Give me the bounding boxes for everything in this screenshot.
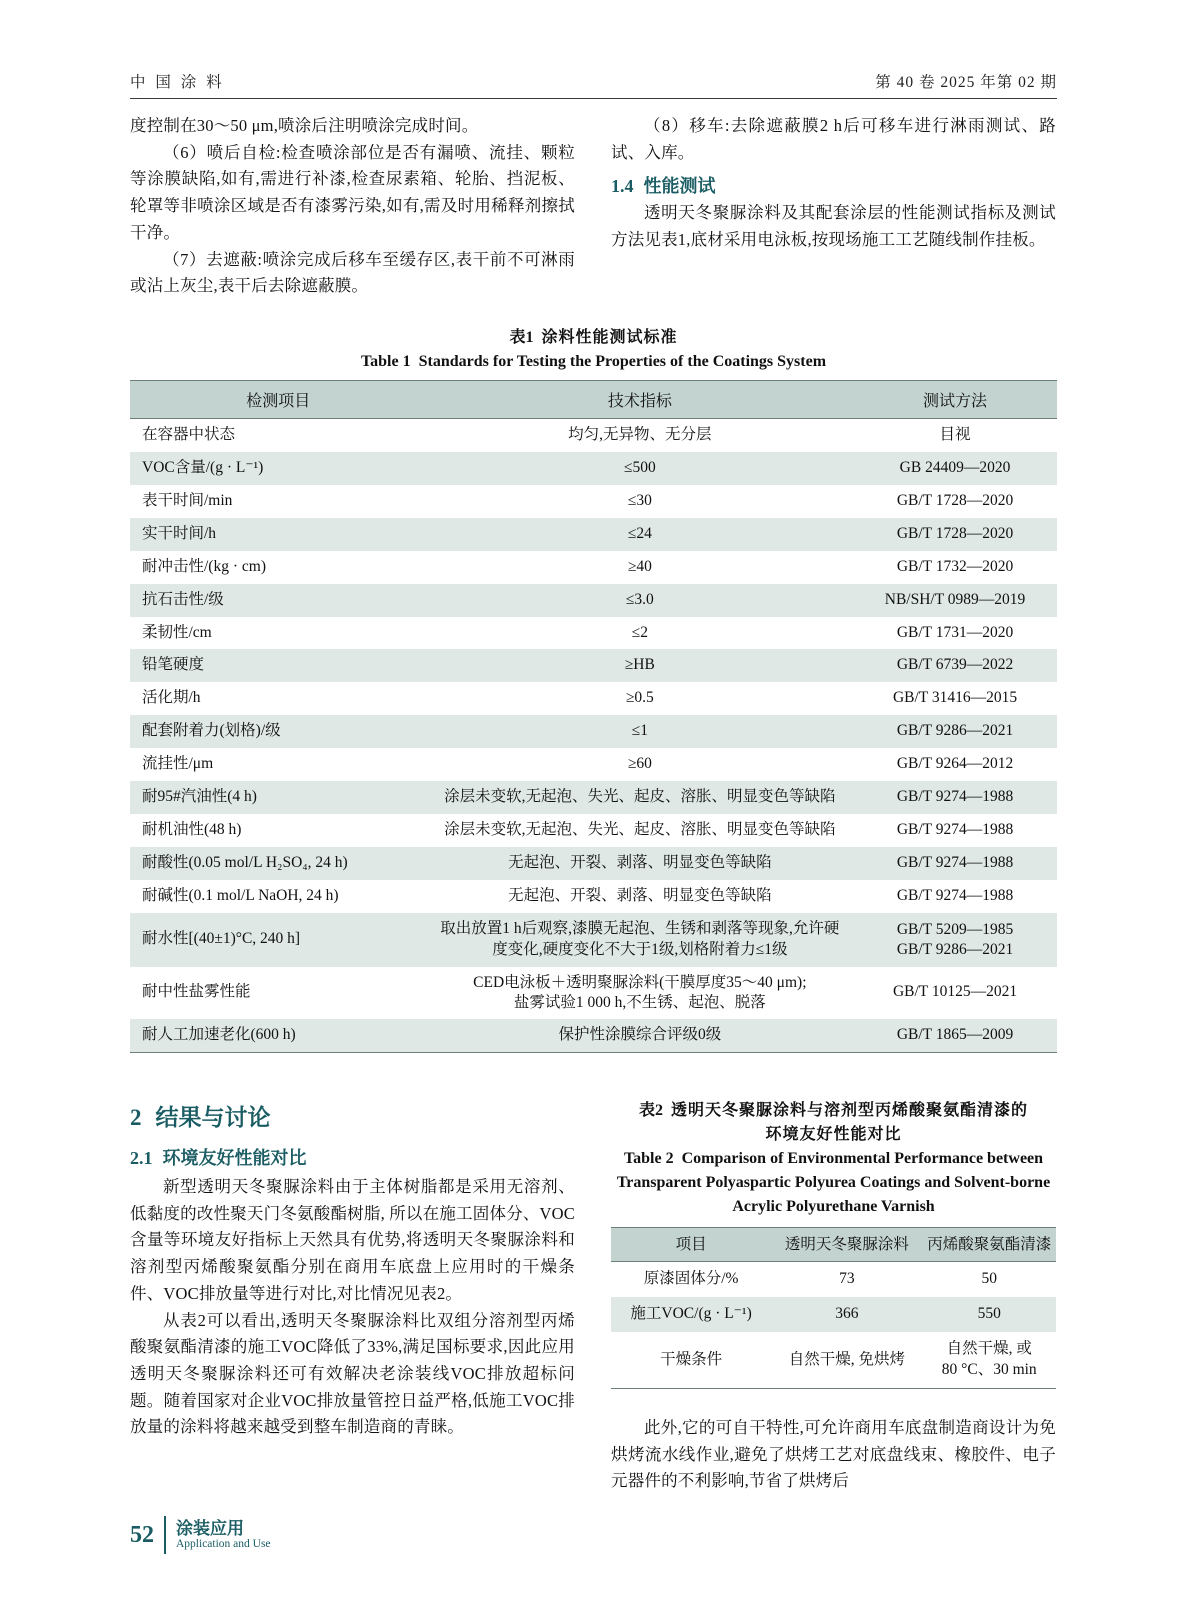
table1-cell-item: 耐冲击性/(kg · cm) [142,557,266,575]
table2-cell-item: 干燥条件 [611,1332,771,1388]
table-row [130,967,1057,1019]
table1-cell-spec: ≥HB [427,649,853,682]
results-para-1: 新型透明天冬聚脲涂料由于主体树脂都是采用无溶剂、低黏度的改性聚天门冬氨酸酯树脂, 所以在施工固体分、VOC含量等环境友好指标上天然具有优势,将透明天冬聚脲涂料和溶剂型丙烯酸聚氨酯分别在商用车底盘上应用时的干燥条件、VOC排放量等进行对比,对比情况见表2。 [130,1176,575,1303]
footer-label-cn: 涂装应用 [176,1518,244,1538]
table-row [130,649,1057,682]
table1-cell-spec: ≥60 [627,755,652,773]
table1-cell-item: 耐酸性(0.05 mol/L H₂SO₄, 24 h) [130,847,427,880]
table1-caption-cn: 涂料性能测试标准 [541,329,678,347]
table1-col-spec: 技术指标 [427,381,853,419]
subsection-heading-2-1 [130,1144,575,1170]
table1-cell-method: NB/SH/T 0989—2019 [853,584,1057,617]
table1-cell-method: GB/T 1728—2020 [853,518,1057,551]
table1-cell-method: GB 24409—2020 [853,452,1057,485]
table-row [130,584,1057,617]
table1-cell-spec: 保护性涂膜综合评级0级 [427,1019,853,1052]
table2-header-row [611,1227,1056,1261]
table-row [130,682,1057,715]
table2-cell-polyurea: 366 [771,1297,922,1332]
page-footer [130,1516,271,1554]
table2-caption-en: Comparison of Environmental Performance between Transparent Polyaspartic Polyurea Coatings and Solvent-borne Acrylic Polyurethane Varnish [616,1149,1051,1215]
table1-cell-item: 耐机油性(48 h) [142,821,242,839]
table1-cell-method: GB/T 9264—2012 [896,755,1014,773]
table1-cell-spec: 涂层未变软,无起泡、失光、起皮、溶胀、明显变色等缺陷 [427,781,853,814]
right-column [611,113,1056,300]
table1-cell-item: 抗石击性/级 [130,584,427,617]
table1-cell-spec: ≤1 [427,715,853,748]
table1-cell-spec: 无起泡、开裂、剥落、明显变色等缺陷 [508,886,772,904]
table1-cell-spec: ≤2 [631,623,648,641]
table1-cell-item: 铅笔硬度 [130,649,427,682]
table1-cell-method: GB/T 31416—2015 [892,689,1018,707]
table-row [130,880,1057,913]
table2-cell-acrylic: 自然干燥, 或 80 °C、30 min [922,1332,1056,1388]
table-row [611,1297,1056,1332]
table1-cell-spec: ≤24 [427,518,853,551]
table1-caption [130,326,1057,374]
left-para-3: （7）去遮蔽:喷涂完成后移车至缓存区,表干前不可淋雨或沾上灰尘,表干后去除遮蔽膜。 [130,249,575,296]
results-para-2: 从表2可以看出,透明天冬聚脲涂料比双组分溶剂型丙烯酸聚氨酯清漆的施工VOC降低了33%,满足国标要求,因此应用透明天冬聚脲涂料还可有效解决老涂装线VOC排放超标问题。随着国家对企业VOC排放量管控日益严格,低施工VOC排放量的涂料将越来越受到整车制造商的青睐。 [130,1310,575,1437]
table1-cell-item: 耐人工加速老化(600 h) [130,1019,427,1052]
table1-caption-cn-label: 表1 [509,329,534,347]
table1-cell-method: GB/T 1732—2020 [896,557,1014,575]
left-para-2: （6）喷后自检:检查喷涂部位是否有漏喷、流挂、颗粒等涂膜缺陷,如有,需进行补漆,检查尿素箱、轮胎、挡泥板、轮罩等非喷涂区域是否有漆雾污染,如有,需及时用稀释剂擦拭干净。 [130,142,575,242]
table-row [130,1019,1057,1052]
table2-cell-acrylic: 550 [922,1297,1056,1332]
table1-header-row [130,381,1057,419]
table1-cell-spec: ≥0.5 [625,689,654,707]
issue-info: 第 40 卷 2025 年第 02 期 [875,74,1057,91]
table1-cell-method: GB/T 10125—2021 [892,983,1018,1001]
table1-cell-item: 实干时间/h [130,518,427,551]
table1-cell-item: 耐中性盐雾性能 [142,983,251,1001]
subsection-title: 环境友好性能对比 [162,1147,307,1168]
table2-caption-cn-label: 表2 [638,1101,663,1119]
left-para-1: 度控制在30～50 μm,喷涂后注明喷涂完成时间。 [130,116,479,135]
lower-columns [130,1099,1057,1495]
table-row [130,847,1057,880]
table-row [130,913,1057,967]
table1-cell-method: GB/T 9274—1988 [896,821,1014,839]
table1-cell-method: GB/T 9286—2021 [853,715,1057,748]
table1-cell-method: GB/T 6739—2022 [853,649,1057,682]
table-row [130,617,1057,650]
table1-cell-item: 活化期/h [142,689,201,707]
table1-cell-method: GB/T 9274—1988 [853,847,1057,880]
table1-cell-method: 目视 [939,426,971,444]
table1-cell-method: GB/T 1731—2020 [896,623,1014,641]
top-columns [130,113,1057,300]
table1-cell-item: VOC含量/(g · L⁻¹) [130,452,427,485]
table1 [130,380,1057,1053]
table2-col-polyurea: 透明天冬聚脲涂料 [771,1227,922,1261]
footer-label-en: Application and Use [176,1538,271,1551]
table2-cell-item: 原漆固体分/% [643,1270,739,1288]
page-number: 52 [130,1521,154,1548]
table2-cell-item: 施工VOC/(g · L⁻¹) [611,1297,771,1332]
table-row [611,1332,1056,1388]
results-column [130,1099,575,1495]
table1-cell-spec: 取出放置1 h后观察,漆膜无起泡、生锈和剥落等现象,允许硬度变化,硬度变化不大于1级,划格附着力≤1级 [427,913,853,967]
table2-col-item: 项目 [611,1227,771,1261]
table2-caption-cn: 透明天冬聚脲涂料与溶剂型丙烯酸聚氨酯清漆的 环境友好性能对比 [671,1101,1029,1143]
table2-caption-en-label: Table 2 [623,1149,674,1167]
table-row [130,814,1057,847]
journal-title: 中 国 涂 料 [130,74,225,91]
left-column [130,113,575,300]
table-row [130,485,1057,518]
table2-caption [611,1099,1056,1219]
table1-cell-spec: 涂层未变软,无起泡、失光、起皮、溶胀、明显变色等缺陷 [444,821,836,839]
table1-cell-spec: CED电泳板＋透明聚脲涂料(干膜厚度35～40 μm); 盐雾试验1 000 h,不生锈、起泡、脱落 [473,973,807,1011]
table1-cell-spec: 无起泡、开裂、剥落、明显变色等缺陷 [427,847,853,880]
results-heading [130,1099,575,1132]
table1-cell-spec: ≥40 [627,557,652,575]
table-row [130,551,1057,584]
table1-caption-en-label: Table 1 [360,353,411,371]
table2-cell-polyurea: 自然干燥, 免烘烤 [771,1332,922,1388]
table-row [130,748,1057,781]
table1-cell-spec: ≤30 [627,491,652,509]
results-heading-number: 2 [130,1104,142,1130]
table1-cell-method: GB/T 1865—2009 [853,1019,1057,1052]
table1-cell-method: GB/T 1728—2020 [896,491,1014,509]
table2-cell-acrylic: 50 [981,1270,997,1288]
table1-cell-item: 在容器中状态 [142,426,236,444]
section-title: 性能测试 [643,176,716,197]
table1-cell-spec: 均匀,无异物、无分层 [568,426,712,444]
table-row [130,452,1057,485]
table-row [130,715,1057,748]
table1-cell-item: 表干时间/min [142,491,233,509]
right-bottom-para: 此外,它的可自干特性,可允许商用车底盘制造商设计为免烘烤流水线作业,避免了烘烤工艺对底盘线束、橡胶件、电子元器件的不利影响,节省了烘烤后 [611,1417,1056,1491]
table-row [130,419,1057,452]
table1-cell-method: GB/T 9274—1988 [896,886,1014,904]
table1-cell-item: 柔韧性/cm [142,623,212,641]
subsection-number: 2.1 [130,1147,153,1168]
table1-cell-method: GB/T 9274—1988 [853,781,1057,814]
table2-col-acrylic: 丙烯酸聚氨酯清漆 [922,1227,1056,1261]
table1-caption-en: Standards for Testing the Properties of the Coatings System [418,353,827,371]
table1-cell-spec: ≤500 [427,452,853,485]
table2-cell-polyurea: 73 [839,1270,855,1288]
table1-cell-item: 耐95#汽油性(4 h) [130,781,427,814]
table1-block [130,326,1057,1053]
table1-col-item: 检测项目 [130,381,427,419]
table-row [130,518,1057,551]
right-para-2: 透明天冬聚脲涂料及其配套涂层的性能测试指标及测试方法见表1,底材采用电泳板,按现场施工工艺随线制作挂板。 [611,203,1056,250]
section-number: 1.4 [611,176,634,197]
table1-cell-method: GB/T 5209—1985 GB/T 9286—2021 [853,913,1057,967]
table1-col-method: 测试方法 [853,381,1057,419]
table1-cell-item: 耐碱性(0.1 mol/L NaOH, 24 h) [142,886,339,904]
section-heading-1-4 [611,172,1056,198]
results-heading-title: 结果与讨论 [155,1104,271,1130]
table-row [130,781,1057,814]
table1-cell-item: 配套附着力(划格)/级 [130,715,427,748]
table1-cell-item: 耐水性[(40±1)°C, 240 h] [130,913,427,967]
table1-cell-item: 流挂性/μm [142,755,214,773]
table2-column [611,1099,1056,1495]
running-head [130,70,1057,99]
table-row [611,1262,1056,1297]
right-para-1: （8）移车:去除遮蔽膜2 h后可移车进行淋雨测试、路试、入库。 [611,116,1056,162]
footer-divider [164,1516,166,1554]
table1-cell-spec: ≤3.0 [427,584,853,617]
table2 [611,1227,1056,1389]
